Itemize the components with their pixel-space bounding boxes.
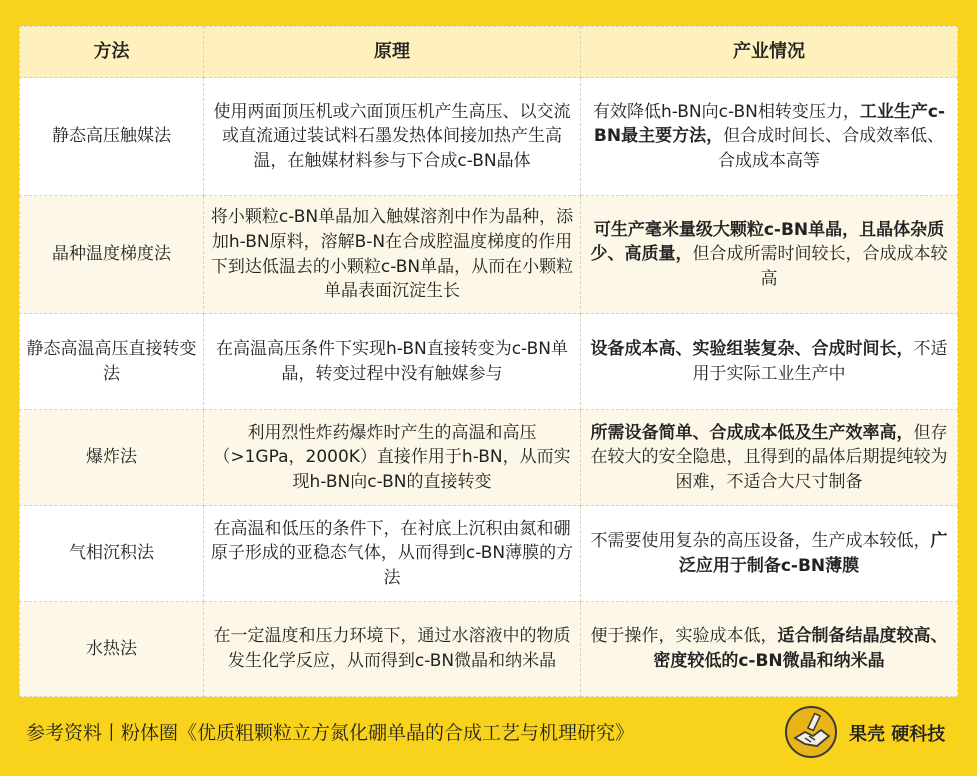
principle-cell: 将小颗粒c-BN单晶加入触媒溶剂中作为晶种，添加h-BN原料，溶解B-N在合成腔温度梯度的作用下到达低温去的小颗粒c-BN单晶，从而在小颗粒单晶表面沉淀生长	[204, 196, 581, 314]
industry-cell	[581, 314, 958, 410]
table-row	[20, 196, 958, 314]
brand-name: 果壳 硬科技	[849, 724, 946, 745]
industry-cell	[581, 602, 958, 697]
highlight-text: 工业生产c-BN最主要方法，	[593, 101, 946, 147]
method-cell: 气相沉积法	[20, 506, 204, 602]
principle-cell: 在高温高压条件下实现h-BN直接转变为c-BN单晶，转变过程中没有触媒参与	[204, 314, 581, 410]
highlight-text: 可生产毫米量级大颗粒c-BN单晶，且晶体杂质少、高质量，	[590, 219, 945, 265]
source-reference: 参考资料丨粉体圈《优质粗颗粒立方氮化硼单晶的合成工艺与机理研究》	[26, 722, 635, 744]
principle-cell: 在一定温度和压力环境下，通过水溶液中的物质发生化学反应，从而得到c-BN微晶和纳米晶	[204, 602, 581, 697]
method-cell: 静态高温高压直接转变法	[20, 314, 204, 410]
highlight-text: 广泛应用于制备c-BN薄膜	[678, 530, 948, 576]
industry-text: 便于操作，实验成本低，	[590, 626, 778, 647]
method-cell: 爆炸法	[20, 410, 204, 506]
header-method: 方法	[20, 27, 204, 78]
industry-text: 不适用于实际工业生产中	[692, 338, 948, 384]
handshake-icon	[785, 706, 837, 758]
industry-text: 但合成所需时间较长，合成成本较高	[692, 244, 948, 289]
table-row	[20, 410, 958, 506]
principle-cell: 利用烈性炸药爆炸时产生的高温和高压（>1GPa，2000K）直接作用于h-BN，从而实现h-BN向c-BN的直接转变	[204, 410, 581, 506]
highlight-text: 所需设备简单、合成成本低及生产效率高，	[590, 422, 914, 443]
method-cell: 晶种温度梯度法	[20, 196, 204, 314]
principle-cell: 使用两面顶压机或六面顶压机产生高压、以交流或直流通过装试料石墨发热体间接加热产生高温，在触媒材料参与下合成c-BN晶体	[204, 78, 581, 196]
table-header-row	[20, 27, 958, 78]
table-row	[20, 314, 958, 410]
comparison-table	[19, 26, 958, 697]
principle-cell: 在高温和低压的条件下，在衬底上沉积由氮和硼原子形成的亚稳态气体，从而得到c-BN薄膜的方法	[204, 506, 581, 602]
header-industry: 产业情况	[581, 27, 958, 78]
industry-cell	[581, 196, 958, 314]
table-container	[19, 26, 957, 693]
industry-cell	[581, 410, 958, 506]
header-principle: 原理	[204, 27, 581, 78]
method-cell: 静态高压触媒法	[20, 78, 204, 196]
highlight-text: 适合制备结晶度较高、密度较低的c-BN微晶和纳米晶	[653, 626, 948, 671]
industry-cell	[581, 506, 958, 602]
brand-logo	[783, 703, 953, 763]
industry-text: 但合成时间长、合成效率低、合成成本高等	[718, 126, 945, 171]
method-cell: 水热法	[20, 602, 204, 697]
table-row	[20, 602, 958, 697]
industry-text: 不需要使用复杂的高压设备，生产成本较低，	[590, 530, 931, 551]
industry-text: 但存在较大的安全隐患，且得到的晶体后期提纯较为困难，不适合大尺寸制备	[590, 422, 948, 492]
highlight-text: 设备成本高、实验组装复杂、合成时间长，	[590, 338, 914, 359]
table-row	[20, 78, 958, 196]
table-row	[20, 506, 958, 602]
industry-text: 有效降低h-BN向c-BN相转变压力，	[592, 101, 860, 122]
industry-cell	[581, 78, 958, 196]
